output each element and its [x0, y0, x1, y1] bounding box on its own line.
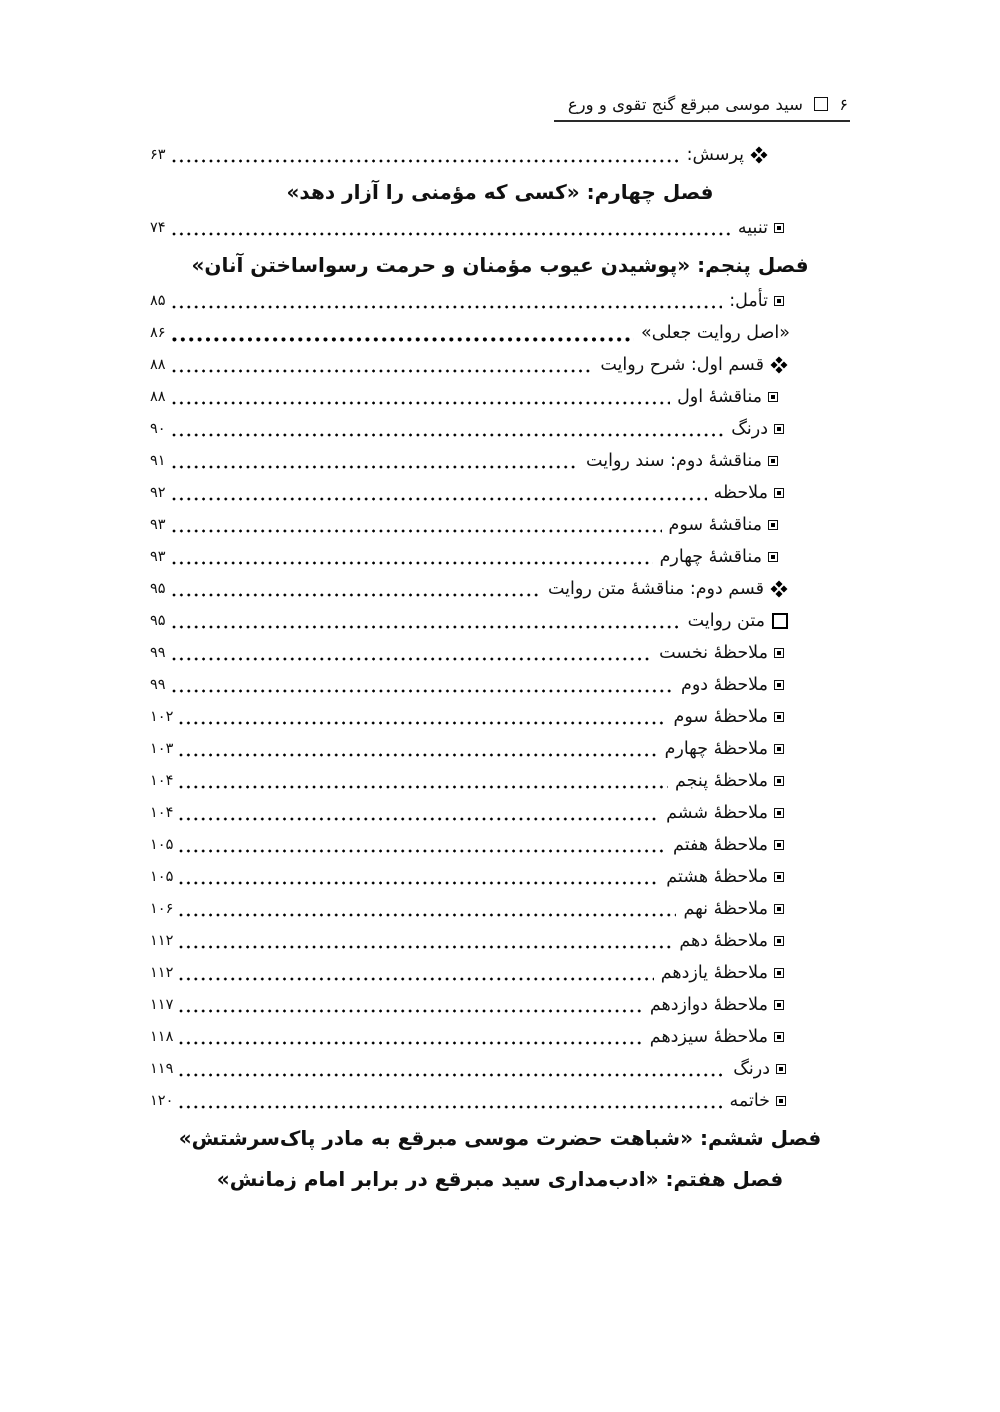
toc-entry-page-number: ۱۰۶ [150, 901, 174, 917]
toc-entry [150, 893, 850, 925]
toc-entry-page-number: ۹۱ [150, 453, 166, 469]
toc-entry-label: ملاحظۀ ششم [666, 803, 768, 823]
running-head [554, 95, 850, 122]
toc-entry [150, 541, 850, 573]
dotted-leader [172, 689, 674, 693]
square-dot-bullet-icon [774, 776, 784, 786]
toc-entry-page-number: ۱۱۸ [150, 1029, 174, 1045]
toc-entry [150, 445, 850, 477]
square-dot-bullet-icon [774, 648, 784, 658]
toc-entry-label: ملاحظۀ چهارم [664, 739, 768, 759]
square-dot-bullet-icon [774, 744, 784, 754]
toc-entry-page-number: ۱۱۷ [150, 997, 174, 1013]
toc-entry [150, 637, 850, 669]
toc-entry-page-number: ۱۰۲ [150, 709, 174, 725]
page-header [150, 95, 850, 122]
toc-entry-label: ملاحظۀ دوازدهم [649, 995, 768, 1015]
toc-entry-label: ملاحظۀ نهم [683, 899, 768, 919]
dotted-leader [172, 593, 541, 597]
toc-entry [150, 509, 850, 541]
toc-entry [150, 861, 850, 893]
toc-entry-page-number: ۱۰۳ [150, 741, 174, 757]
chapter-heading: فصل هفتم: «ادب‌مداری سید مبرقع در برابر امام زمانش» [216, 1166, 784, 1191]
square-dot-bullet-icon [774, 840, 784, 850]
dotted-leader [179, 817, 659, 821]
toc-entry [150, 701, 850, 733]
toc-entry-label: ملاحظۀ یازدهم [660, 963, 768, 983]
square-dot-bullet-icon [768, 520, 778, 530]
dotted-leader [172, 465, 579, 469]
toc-entry [150, 285, 850, 317]
toc-entry-page-number: ۷۴ [150, 220, 166, 236]
diamond-cluster-bullet-icon [751, 147, 768, 164]
hollow-square-icon [814, 97, 828, 111]
square-dot-bullet-icon [774, 936, 784, 946]
toc-entry-page-number: ۱۲۰ [150, 1093, 174, 1109]
square-dot-bullet-icon [768, 552, 778, 562]
chapter-heading: فصل پنجم: «پوشیدن عیوب مؤمنان و حرمت رسواساختن آنان» [191, 252, 809, 277]
toc-entry-page-number: ۱۰۴ [150, 805, 174, 821]
toc-entry [150, 573, 850, 605]
dotted-leader [179, 977, 653, 981]
toc-entry-label: خاتمه [729, 1091, 770, 1111]
toc-entry-page-number: ۱۱۹ [150, 1061, 174, 1077]
toc-entry-label: مناقشۀ دوم: سند روایت [586, 451, 762, 471]
toc-entry [150, 212, 850, 244]
toc-entry [150, 765, 850, 797]
toc-entry-label: «اصل روایت جعلی» [641, 323, 790, 343]
dotted-leader [172, 433, 725, 437]
toc-entry-page-number: ۱۰۵ [150, 869, 174, 885]
toc-entry [150, 925, 850, 957]
toc-entry-label: ملاحظۀ هشتم [666, 867, 768, 887]
hollow-square-bullet-icon [772, 613, 788, 629]
square-dot-bullet-icon [776, 1064, 786, 1074]
square-dot-bullet-icon [774, 808, 784, 818]
toc-entry-page-number: ۸۸ [150, 357, 166, 373]
toc-entry [150, 797, 850, 829]
dotted-leader [179, 785, 668, 789]
diamond-cluster-bullet-icon [771, 581, 788, 598]
toc-entry-page-number: ۹۳ [150, 549, 166, 565]
dotted-leader [179, 721, 666, 725]
toc-entry-label: ملاحظۀ نخست [659, 643, 768, 663]
table-of-contents [150, 139, 850, 1199]
square-dot-bullet-icon [774, 424, 784, 434]
dotted-leader [179, 849, 666, 853]
toc-entry [150, 605, 850, 637]
dotted-leader [172, 561, 653, 565]
square-dot-bullet-icon [774, 488, 784, 498]
dotted-leader [172, 337, 634, 342]
dotted-leader [179, 753, 657, 757]
square-dot-bullet-icon [768, 392, 778, 402]
toc-entry-label: ملاحظۀ دهم [679, 931, 768, 951]
dotted-leader [179, 913, 676, 917]
toc-entry [150, 413, 850, 445]
toc-entry [150, 829, 850, 861]
dotted-leader [179, 1009, 642, 1013]
toc-entry-label: مناقشۀ چهارم [659, 547, 762, 567]
square-dot-bullet-icon [774, 968, 784, 978]
toc-entry-page-number: ۸۶ [150, 325, 166, 341]
toc-entry-label: پرسش: [686, 145, 744, 165]
toc-entry [150, 733, 850, 765]
chapter-heading: فصل ششم: «شباهت حضرت موسی مبرقع به مادر پاک‌سرشتش» [178, 1125, 822, 1150]
toc-entry-page-number: ۹۹ [150, 645, 166, 661]
toc-entry-label: ملاحظۀ هفتم [673, 835, 768, 855]
square-dot-bullet-icon [774, 1000, 784, 1010]
chapter-heading: فصل چهارم: «کسی که مؤمنی را آزار دهد» [286, 179, 714, 204]
square-dot-bullet-icon [774, 712, 784, 722]
toc-entry [150, 957, 850, 989]
toc-entry-label: تنبیه [737, 218, 768, 238]
dotted-leader [172, 369, 594, 373]
dotted-leader [179, 945, 672, 949]
toc-entry-page-number: ۱۱۲ [150, 965, 174, 981]
toc-entry-label: مناقشۀ اول [677, 387, 762, 407]
toc-entry-page-number: ۶۳ [150, 147, 166, 163]
toc-entry-label: درنگ [733, 1059, 770, 1079]
square-dot-bullet-icon [774, 223, 784, 233]
toc-entry-page-number: ۱۱۲ [150, 933, 174, 949]
toc-entry-label: قسم اول: شرح روایت [600, 355, 764, 375]
dotted-leader [172, 657, 653, 661]
toc-entry [150, 1085, 850, 1117]
book-title: سید موسی مبرقع گنج تقوی و ورع [567, 95, 803, 114]
toc-entry-label: تأمل: [729, 291, 768, 311]
toc-entry [150, 477, 850, 509]
dotted-leader [172, 232, 731, 236]
dotted-leader [172, 529, 662, 533]
toc-entry-label: ملاحظۀ دوم [680, 675, 768, 695]
dotted-leader [172, 625, 681, 629]
diamond-cluster-bullet-icon [771, 357, 788, 374]
square-dot-bullet-icon [776, 1096, 786, 1106]
dotted-leader [179, 1073, 726, 1077]
toc-entry-page-number: ۸۵ [150, 293, 166, 309]
toc-entry-page-number: ۹۰ [150, 421, 166, 437]
toc-entry-page-number: ۱۰۴ [150, 773, 174, 789]
toc-entry-label: ملاحظه [713, 483, 768, 503]
toc-entry [150, 349, 850, 381]
dotted-leader [172, 497, 707, 501]
toc-entry-page-number: ۹۳ [150, 517, 166, 533]
toc-entry [150, 317, 850, 349]
toc-entry-page-number: ۹۵ [150, 613, 166, 629]
square-dot-bullet-icon [774, 680, 784, 690]
dotted-leader [179, 881, 659, 885]
toc-entry-label: مناقشۀ سوم [668, 515, 762, 535]
toc-entry-page-number: ۱۰۵ [150, 837, 174, 853]
dotted-leader [172, 305, 723, 309]
toc-entry-label: متن روایت [687, 611, 765, 631]
toc-entry [150, 381, 850, 413]
square-dot-bullet-icon [774, 296, 784, 306]
dotted-leader [179, 1105, 722, 1109]
toc-entry-label: ملاحظۀ سوم [673, 707, 768, 727]
toc-entry-label: قسم دوم: مناقشۀ متن روایت [548, 579, 764, 599]
square-dot-bullet-icon [768, 456, 778, 466]
header-page-number: ۶ [839, 95, 848, 114]
toc-entry [150, 139, 850, 171]
square-dot-bullet-icon [774, 1032, 784, 1042]
toc-entry-label: ملاحظۀ پنجم [674, 771, 768, 791]
toc-entry [150, 669, 850, 701]
toc-entry [150, 1021, 850, 1053]
toc-entry [150, 989, 850, 1021]
dotted-leader [172, 401, 670, 405]
toc-entry-page-number: ۹۲ [150, 485, 166, 501]
toc-entry-page-number: ۸۸ [150, 389, 166, 405]
toc-entry-label: درنگ [731, 419, 768, 439]
toc-entry [150, 1053, 850, 1085]
square-dot-bullet-icon [774, 872, 784, 882]
dotted-leader [172, 159, 680, 163]
dotted-leader [179, 1041, 642, 1045]
toc-entry-page-number: ۹۹ [150, 677, 166, 693]
toc-entry-page-number: ۹۵ [150, 581, 166, 597]
toc-entry-label: ملاحظۀ سیزدهم [649, 1027, 768, 1047]
square-dot-bullet-icon [774, 904, 784, 914]
